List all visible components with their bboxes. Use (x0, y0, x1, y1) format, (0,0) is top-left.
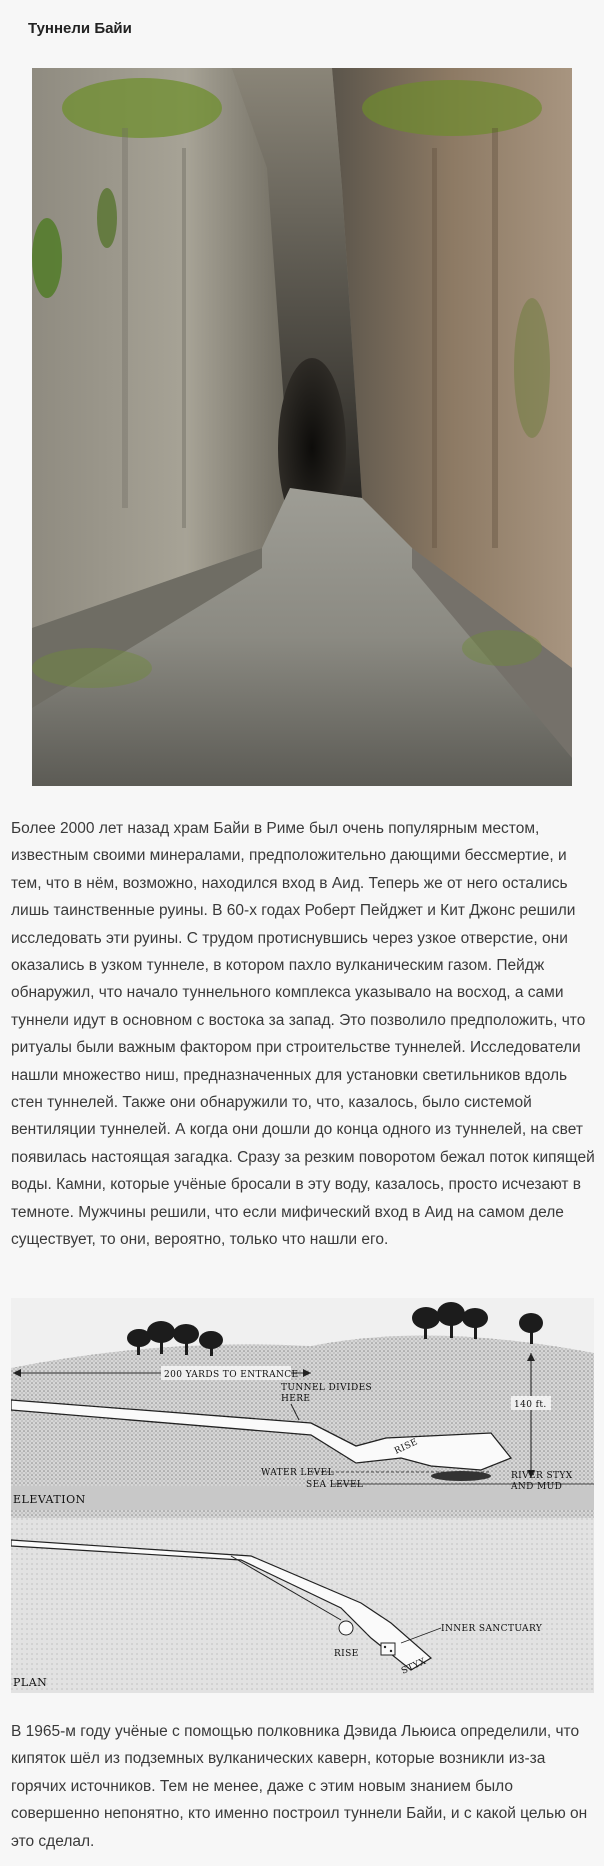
tunnel-diagram (11, 1298, 594, 1693)
label-distance: 200 YARDS TO ENTRANCE (164, 1370, 299, 1380)
label-sea-level: SEA LEVEL (306, 1480, 364, 1490)
label-water-level: WATER LEVEL (261, 1468, 335, 1478)
label-plan: PLAN (13, 1676, 48, 1689)
label-river-styx-2: AND MUD (511, 1482, 563, 1492)
label-inner-sanctuary: INNER SANCTUARY (441, 1624, 543, 1634)
label-height: 140 ft. (514, 1400, 547, 1410)
label-river-styx-1: RIVER STYX (511, 1471, 573, 1481)
paragraph-conclusion: В 1965-м году учёные с помощью полковника Дэвида Льюиса определили, что кипяток шёл из подземных вулканических каверн, которые возникли из-за горячих источников. Тем не менее, даже с этим новым знанием было совершенно непонятно, кто именно построил туннели Байи, и с какой целью он это сделал. (11, 1723, 588, 1850)
label-rise-elevation: RISE (393, 1437, 420, 1457)
label-tunnel-divides-1: TUNNEL DIVIDES (281, 1383, 373, 1393)
tunnel-photo (32, 68, 572, 786)
article-title: Туннели Байи (28, 20, 132, 37)
label-styx-plan: STYX (400, 1656, 428, 1677)
paragraph-intro: Более 2000 лет назад храм Байи в Риме был очень популярным местом, известным своими минералами, предположительно дающими бессмертие, и тем, что в нём, возможно, находился вход в Аид. Теперь же от него остались лишь таинственные руины. В 60-х годах Роберт Пейджет и Кит Джонс решили исследовать эти руины. С трудом протиснувшись через узкое отверстие, они оказались в узком туннеле, в котором пахло вулканическим газом. Пейдж обнаружил, что начало туннельного комплекса указывало на восход, а сами туннели идут в основном с востока за запад. Это позволило предположить, что ритуалы были важным фактором при строительстве туннелей. Исследователи нашли множество ниш, предназначенных для установки светильников вдоль стен туннелей. Также они обнаружили то, что, казалось, было системой вентиляции туннелей. А когда они дошли до конца одного из туннелей, на свет появилась настоящая загадка. Сразу за резким поворотом бежал поток кипящей воды. Камни, которые учёные бросали в эту воду, казалось, просто исчезают в темноте. Мужчины решили, что если мифический вход в Аид на самом деле существует, то они, вероятно, только что нашли его. (11, 820, 595, 1249)
label-tunnel-divides-2: HERE (281, 1394, 311, 1404)
label-elevation: ELEVATION (13, 1493, 86, 1506)
label-rise-plan: RISE (334, 1649, 359, 1659)
